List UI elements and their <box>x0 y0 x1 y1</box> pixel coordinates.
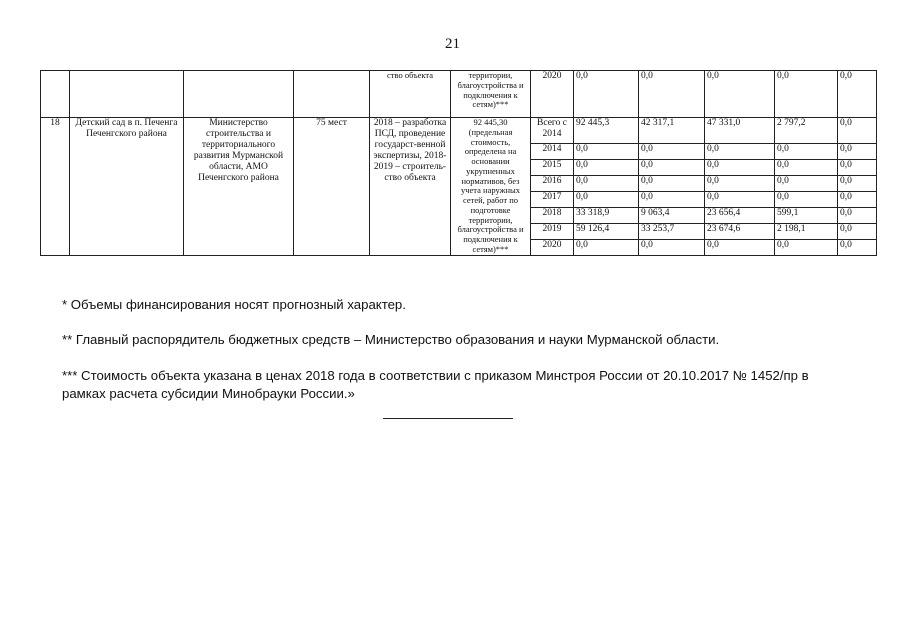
value-total: 0,0 <box>574 160 639 176</box>
value-regional: 0,0 <box>705 71 775 118</box>
year-cell: 2017 <box>531 192 574 208</box>
footnote-1: * Объемы финансирования носят прогнозный характер. <box>62 297 406 312</box>
object-name: Детский сад в п. Печенга Печенгского района <box>70 118 184 256</box>
value-total: 59 126,4 <box>574 224 639 240</box>
value-regional: 23 656,4 <box>705 208 775 224</box>
year-cell: 2015 <box>531 160 574 176</box>
footnote-2: ** Главный распорядитель бюджетных средств – Министерство образования и науки Мурманской области. <box>62 332 720 347</box>
value-federal: 42 317,1 <box>639 118 705 144</box>
empty-cell <box>184 71 294 118</box>
empty-cell <box>70 71 184 118</box>
year-cell: 2019 <box>531 224 574 240</box>
value-regional: 47 331,0 <box>705 118 775 144</box>
table-row-continued <box>41 71 877 118</box>
value-other: 0,0 <box>838 176 877 192</box>
value-other: 0,0 <box>838 118 877 144</box>
value-other: 0,0 <box>838 71 877 118</box>
value-local: 0,0 <box>775 192 838 208</box>
empty-cell <box>41 71 70 118</box>
stage-cell-continued: ство объекта <box>370 71 451 118</box>
financing-table <box>40 70 877 256</box>
row-number: 18 <box>41 118 70 256</box>
value-regional: 0,0 <box>705 192 775 208</box>
value-regional: 0,0 <box>705 144 775 160</box>
table-row <box>41 118 877 144</box>
year-cell: Всего с 2014 <box>531 118 574 144</box>
value-other: 0,0 <box>838 160 877 176</box>
stage-cell: 2018 – разработка ПСД, проведение государст-венной экспертизы, 2018-2019 – строитель-ство объекта <box>370 118 451 256</box>
capacity-cell: 75 мест <box>294 118 370 256</box>
year-cell: 2018 <box>531 208 574 224</box>
value-total: 0,0 <box>574 71 639 118</box>
cost-cell <box>451 118 531 256</box>
footnote-3: *** Стоимость объекта указана в ценах 2018 года в соответствии с приказом Минстроя России от 20.10.2017 № 1452/пр в рамках расчета субсидии Минобрауки России.» <box>62 368 809 401</box>
value-other: 0,0 <box>838 144 877 160</box>
value-total: 92 445,3 <box>574 118 639 144</box>
value-total: 0,0 <box>574 144 639 160</box>
value-total: 0,0 <box>574 240 639 256</box>
value-federal: 0,0 <box>639 71 705 118</box>
year-cell: 2016 <box>531 176 574 192</box>
value-federal: 0,0 <box>639 240 705 256</box>
value-total: 0,0 <box>574 176 639 192</box>
value-regional: 23 674,6 <box>705 224 775 240</box>
value-other: 0,0 <box>838 208 877 224</box>
value-local: 0,0 <box>775 160 838 176</box>
value-other: 0,0 <box>838 192 877 208</box>
value-regional: 0,0 <box>705 160 775 176</box>
value-federal: 33 253,7 <box>639 224 705 240</box>
value-local: 0,0 <box>775 71 838 118</box>
customer-name: Министерство строительства и территориального развития Мурманской области, АМО Печенгского района <box>184 118 294 256</box>
value-local: 0,0 <box>775 144 838 160</box>
value-local: 0,0 <box>775 240 838 256</box>
value-local: 0,0 <box>775 176 838 192</box>
year-cell: 2020 <box>531 71 574 118</box>
year-cell: 2014 <box>531 144 574 160</box>
value-other: 0,0 <box>838 240 877 256</box>
value-total: 33 318,9 <box>574 208 639 224</box>
value-total: 0,0 <box>574 192 639 208</box>
value-federal: 0,0 <box>639 160 705 176</box>
value-federal: 0,0 <box>639 176 705 192</box>
value-federal: 0,0 <box>639 192 705 208</box>
cost-note-continued: территории, благоустройства и подключения к сетям)*** <box>451 71 531 118</box>
value-local: 2 198,1 <box>775 224 838 240</box>
empty-cell <box>294 71 370 118</box>
value-local: 599,1 <box>775 208 838 224</box>
value-regional: 0,0 <box>705 240 775 256</box>
value-federal: 9 063,4 <box>639 208 705 224</box>
year-cell: 2020 <box>531 240 574 256</box>
cost-note: (предельная стоимость, определена на основании укрупненных нормативов, без учета наружных сетей, работ по подготовке территории, благоустройства и подключения к сетям)*** <box>457 126 524 254</box>
cost-value: 92 445,30 <box>473 117 508 127</box>
value-regional: 0,0 <box>705 176 775 192</box>
page-number: 21 <box>445 36 460 52</box>
value-local: 2 797,2 <box>775 118 838 144</box>
closing-rule <box>383 418 513 419</box>
value-other: 0,0 <box>838 224 877 240</box>
value-federal: 0,0 <box>639 144 705 160</box>
